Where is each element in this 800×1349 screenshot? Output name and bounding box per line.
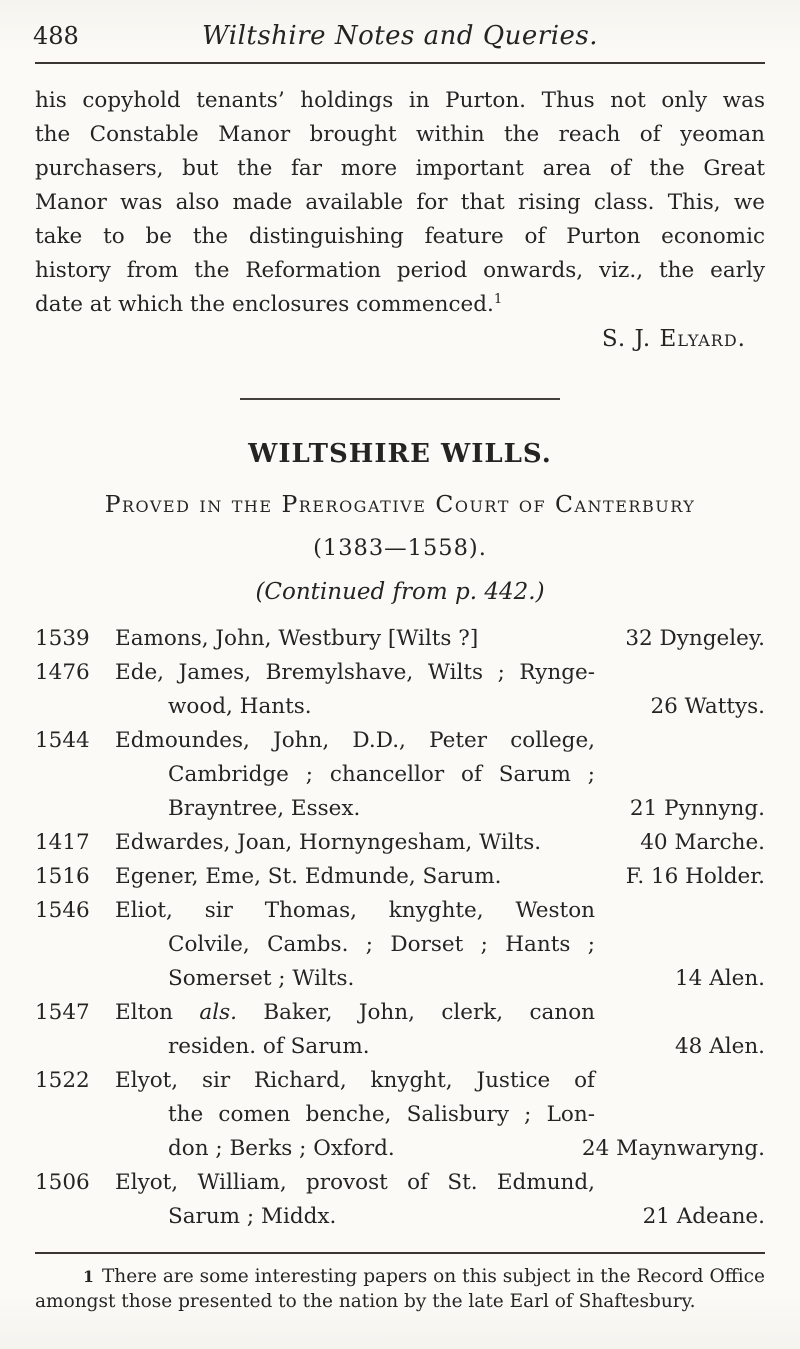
will-entry-reference: 32 Dyngeley. xyxy=(625,626,765,651)
will-entry-line xyxy=(35,656,765,690)
will-entry-text: Egener, Eme, St. Edmunde, Sarum. xyxy=(115,864,502,889)
footnote xyxy=(35,1264,765,1314)
will-entry-line xyxy=(35,690,765,724)
will-entry-text: the comen benche, Salisbury ; Lon- xyxy=(168,1102,595,1127)
article-line: his copyhold tenants’ holdings in Purton. Thus not only was xyxy=(35,88,765,113)
will-entry-reference: 21 Pynnyng. xyxy=(629,796,765,821)
will-entry-line xyxy=(35,1030,765,1064)
section-date-range: (1383—1558). xyxy=(313,535,487,561)
will-entry-text: residen. of Sarum. xyxy=(168,1034,370,1059)
page-number: 488 xyxy=(33,22,79,50)
will-entry-text: Sarum ; Middx. xyxy=(168,1204,337,1229)
will-entry-text: wood, Hants. xyxy=(168,694,312,719)
will-entry-line xyxy=(35,826,765,860)
will-entry-line xyxy=(35,1200,765,1234)
will-entry-year: 1547 xyxy=(35,1000,90,1025)
will-entry-line xyxy=(35,860,765,894)
will-entry-line xyxy=(35,1132,765,1166)
will-entry-text: Elyot, sir Richard, knyght, Justice of xyxy=(115,1068,595,1093)
will-entry-year: 1516 xyxy=(35,864,90,889)
footnote-line: 1 There are some interesting papers on this subject in the Record Office xyxy=(83,1266,765,1287)
wills-list xyxy=(35,622,765,1234)
will-entry-line xyxy=(35,1166,765,1200)
will-entry-reference: 21 Adeane. xyxy=(642,1204,765,1229)
will-entry-reference: F. 16 Holder. xyxy=(625,864,765,889)
will-entry-text: Cambridge ; chancellor of Sarum ; xyxy=(168,762,595,787)
article-line: the Constable Manor brought within the reach of yeoman xyxy=(35,122,765,147)
running-title: Wiltshire Notes and Queries. xyxy=(201,21,598,51)
article-line: date at which the enclosures commenced.$^1$ xyxy=(35,291,503,317)
section-continuation-note: (Continued from p. 442.) xyxy=(255,579,545,605)
will-entry-text: Edwardes, Joan, Hornyngesham, Wilts. xyxy=(115,830,542,855)
will-entry-text: don ; Berks ; Oxford. xyxy=(168,1136,395,1161)
will-entry-line xyxy=(35,622,765,656)
will-entry-line xyxy=(35,1098,765,1132)
will-entry-year: 1522 xyxy=(35,1068,90,1093)
will-entry-year: 1544 xyxy=(35,728,90,753)
article-line: Manor was also made available for that rising class. This, we xyxy=(35,190,765,215)
will-entry-line xyxy=(35,962,765,996)
will-entry-line xyxy=(35,894,765,928)
article-line: history from the Reformation period onwards, viz., the early xyxy=(35,258,765,283)
will-entry-text-italic: als. xyxy=(199,1000,237,1025)
section-subtitle: Proved in the Prerogative Court of Canterbury xyxy=(104,490,696,518)
will-entry-text: Somerset ; Wilts. xyxy=(168,966,355,991)
footnote-rule xyxy=(35,1252,765,1254)
will-entry-reference: 26 Wattys. xyxy=(650,694,765,719)
section-divider-rule xyxy=(240,398,560,400)
will-entry-year: 1476 xyxy=(35,660,90,685)
author-signature: S. J. Elyard. xyxy=(601,326,746,352)
will-entry-year: 1506 xyxy=(35,1170,90,1195)
footnote-line: amongst those presented to the nation by the late Earl of Shaftesbury. xyxy=(35,1291,696,1312)
page-header xyxy=(0,0,800,56)
section-title: WILTSHIRE WILLS. xyxy=(248,439,552,469)
will-entry-text-segment: Elton xyxy=(115,1000,200,1025)
will-entry-text: Brayntree, Essex. xyxy=(168,796,361,821)
will-entry-text: Eliot, sir Thomas, knyghte, Weston xyxy=(115,898,595,923)
will-entry-text-segment: Baker, John, clerk, canon xyxy=(236,1000,595,1025)
will-entry-year: 1546 xyxy=(35,898,90,923)
will-entry-year: 1539 xyxy=(35,626,90,651)
will-entry-line xyxy=(35,928,765,962)
will-entry-reference: 40 Marche. xyxy=(640,830,765,855)
footnote-marker-sup: 1 xyxy=(493,291,503,307)
header-rule xyxy=(35,62,765,64)
will-entry-reference: 24 Maynwaryng. xyxy=(581,1136,765,1161)
will-entry-text: Edmoundes, John, D.D., Peter college, xyxy=(115,728,595,753)
will-entry-line xyxy=(35,792,765,826)
will-entry-text: Ede, James, Bremylshave, Wilts ; Rynge- xyxy=(115,660,595,685)
footnote-marker: 1 xyxy=(83,1267,94,1286)
article-paragraph xyxy=(35,84,765,322)
will-entry-year: 1417 xyxy=(35,830,90,855)
will-entry-line xyxy=(35,758,765,792)
will-entry-reference: 14 Alen. xyxy=(675,966,765,991)
will-entry-line xyxy=(35,724,765,758)
article-line: purchasers, but the far more important area of the Great xyxy=(35,156,765,181)
article-line: take to be the distinguishing feature of Purton economic xyxy=(35,224,765,249)
will-entry-line xyxy=(35,1064,765,1098)
will-entry-text: Elyot, William, provost of St. Edmund, xyxy=(115,1170,595,1195)
will-entry-text: Eamons, John, Westbury [Wilts ?] xyxy=(115,626,479,651)
will-entry-text: Colvile, Cambs. ; Dorset ; Hants ; xyxy=(168,932,595,957)
will-entry-reference: 48 Alen. xyxy=(675,1034,765,1059)
will-entry-text xyxy=(115,996,595,1030)
will-entry-line xyxy=(35,996,765,1030)
